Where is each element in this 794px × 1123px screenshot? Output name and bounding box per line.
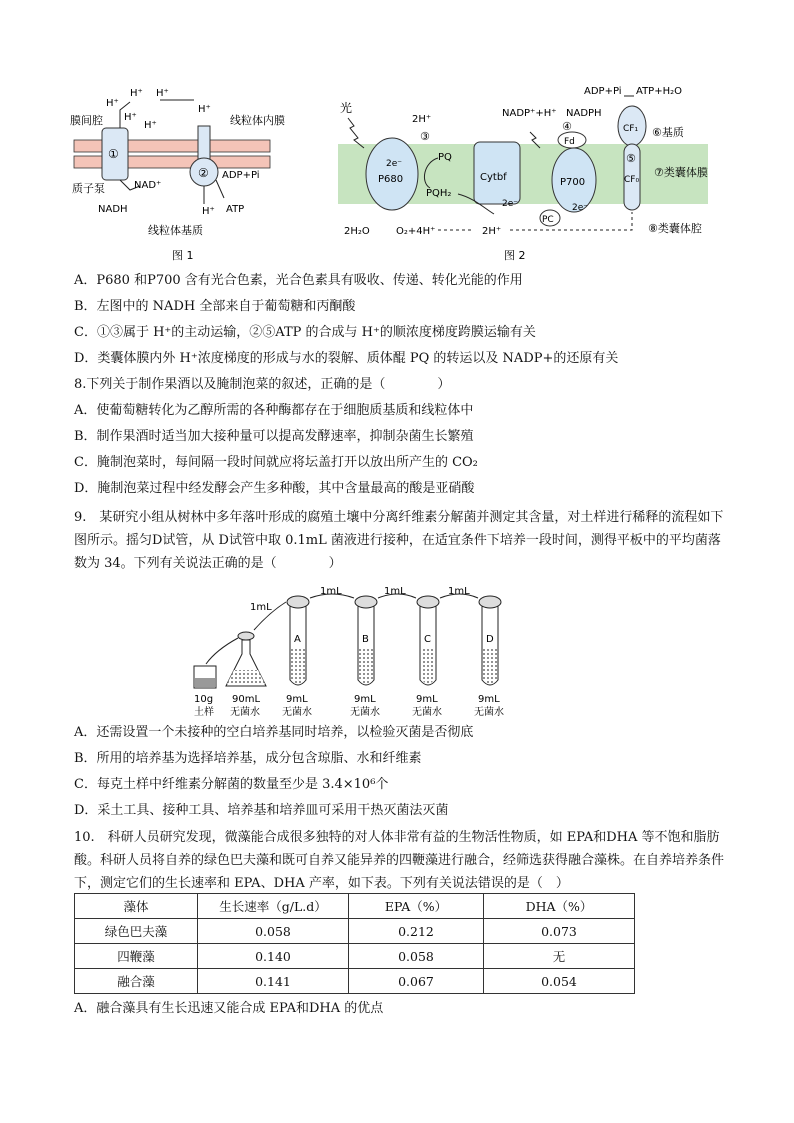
label-atp-h2o: ATP+H₂O xyxy=(636,86,682,97)
transfer-label: 1mL xyxy=(448,586,470,597)
q8-option-a: A．使葡萄糖转化为乙醇所需的各种酶都存在于细胞质基质和线粒体中 xyxy=(74,403,474,418)
transfer-label: 1mL xyxy=(384,586,406,597)
table-cell: 绿色巴夫藻 xyxy=(75,919,198,944)
q9-option-d: D．采土工具、接种工具、培养基和培养皿可采用干热灭菌法灭菌 xyxy=(74,803,449,818)
tube-letter-a: A xyxy=(294,634,301,645)
tube-letter-c: C xyxy=(424,634,431,645)
label-matrix: 线粒体基质 xyxy=(148,224,203,237)
table-cell: 0.212 xyxy=(349,919,484,944)
label-nadh: NADH xyxy=(98,204,128,215)
table-cell: 0.058 xyxy=(349,944,484,969)
label-circle-2: ② xyxy=(198,166,209,180)
q7-option-a: A．P680 和P700 含有光合色素，光合色素具有吸收、传递、转化光能的作用 xyxy=(74,273,523,288)
table-cell: 无 xyxy=(484,944,635,969)
label-adp-pi: ADP+Pi xyxy=(584,86,622,97)
tube-amount: 9mL xyxy=(354,694,376,705)
figure-caption-2: 图 2 xyxy=(504,249,526,262)
atp-synthase-stalk xyxy=(198,126,210,160)
figure-caption-1: 图 1 xyxy=(172,249,194,262)
soil-fill xyxy=(195,678,215,687)
tube-label: 无菌水 xyxy=(282,707,312,718)
label-pc: PC xyxy=(542,215,554,225)
label-circle-1: ① xyxy=(108,147,119,161)
algae-table xyxy=(74,893,635,994)
table-header-row xyxy=(75,894,635,919)
label-nad: NAD⁺ xyxy=(134,180,162,191)
q7-option-c: C．①③属于 H⁺的主动运输，②⑤ATP 的合成与 H⁺的顺浓度梯度跨膜运输有关 xyxy=(74,325,536,340)
tube-label: 无菌水 xyxy=(412,707,442,718)
tube-letter-d: D xyxy=(486,634,494,645)
table-cell: 0.067 xyxy=(349,969,484,994)
table-row xyxy=(75,969,635,994)
q10-stem: 10. 科研人员研究发现，微藻能合成很多独特的对人体非常有益的生物活性物质，如 EPA和DHA 等不饱和脂肪酸。科研人员将自养的绿色巴夫藻和既可自养又能异养的四鞭藻进行融合，经筛选获得融合藻株。在自养培养条件下，测定它们的生长速率和 EPA、DHA 产率，如下表。下列有关说法错误的是（ ） xyxy=(74,830,725,891)
table-header: 生长速率（g/L.d） xyxy=(198,894,349,919)
table-cell: 0.058 xyxy=(198,919,349,944)
flask-cap xyxy=(238,632,254,640)
label-e2: 2e⁻ xyxy=(502,199,519,209)
label-2h: 2H⁺ xyxy=(412,114,432,125)
label-p700: P700 xyxy=(560,177,586,188)
label-h: H⁺ xyxy=(198,104,211,115)
flask-amount: 90mL xyxy=(232,694,261,705)
label-nadph: NADPH xyxy=(566,108,602,119)
q9-option-a: A．还需设置一个未接种的空白培养基同时培养，以检验灭菌是否彻底 xyxy=(74,725,474,740)
table-cell: 融合藻 xyxy=(75,969,198,994)
q9-option-c: C．每克土样中纤维素分解菌的数量至少是 3.4×10⁶个 xyxy=(74,777,389,792)
tube-label: 无菌水 xyxy=(474,707,504,718)
table-header: 藻体 xyxy=(75,894,198,919)
dashed-proton-path xyxy=(438,212,632,230)
label-e2: 2e⁻ xyxy=(386,159,403,169)
label-h: H⁺ xyxy=(202,206,215,217)
label-h: H⁺ xyxy=(106,98,119,109)
label-cytbf: Cytbf xyxy=(480,172,507,183)
label-circle-4: ④ xyxy=(562,120,572,133)
q8-option-b: B．制作果酒时适当加大接种量可以提高发酵速率，抑制杂菌生长繁殖 xyxy=(74,429,474,444)
light-zigzag xyxy=(348,118,364,148)
label-proton-pump: 质子泵 xyxy=(72,182,105,195)
q7-option-b: B．左图中的 NADH 全部来自于葡萄糖和丙酮酸 xyxy=(74,299,356,314)
figure-2 xyxy=(334,82,734,262)
tube-letter-b: B xyxy=(362,634,369,645)
q8-option-c: C．腌制泡菜时，每间隔一段时间就应将坛盖打开以放出所产生的 CO₂ xyxy=(74,455,478,470)
table-cell: 0.141 xyxy=(198,969,349,994)
label-matrix: ⑥基质 xyxy=(652,126,684,139)
tube-amount: 9mL xyxy=(416,694,438,705)
table-cell: 0.140 xyxy=(198,944,349,969)
label-pq: PQ xyxy=(438,152,452,163)
label-circle-3: ③ xyxy=(420,130,430,143)
transfer-arrow xyxy=(206,638,238,664)
label-p680: P680 xyxy=(378,174,404,185)
q9-option-b: B．所用的培养基为选择培养基，成分包含琼脂、水和纤维素 xyxy=(74,751,422,766)
transfer-label: 1mL xyxy=(320,586,342,597)
label-h: H⁺ xyxy=(130,88,143,99)
label-nadp: NADP⁺+H⁺ xyxy=(502,108,557,119)
tube-amount: 9mL xyxy=(286,694,308,705)
label-cf0: CF₀ xyxy=(624,175,640,185)
label-adp-pi: ADP+Pi xyxy=(222,170,260,181)
label-2h-bottom: 2H⁺ xyxy=(482,226,502,237)
table-row xyxy=(75,919,635,944)
dilution-figure xyxy=(186,584,526,720)
q9-stem: 9. 某研究小组从树林中多年落叶形成的腐殖土壤中分离纤维素分解菌并测定其含量，对土样进行稀释的流程如下图所示。摇匀D试管，从 D试管中取 0.1mL 菌液进行接种，在适宜条件下培养一段时间，测得平板中的平均菌落数为 34。下列有关说法正确的是（ ） xyxy=(74,510,724,571)
q7-option-d: D．类囊体膜内外 H⁺浓度梯度的形成与水的裂解、质体醌 PQ 的转运以及 NADP+的还原有关 xyxy=(74,351,619,366)
tube-amount: 9mL xyxy=(478,694,500,705)
label-fd: Fd xyxy=(564,137,575,147)
figure-1 xyxy=(70,82,310,262)
label-h: H⁺ xyxy=(144,120,157,131)
label-circle-5: ⑤ xyxy=(626,152,636,165)
label-cf1: CF₁ xyxy=(623,124,639,134)
label-inner-membrane: 线粒体内膜 xyxy=(230,114,285,127)
label-pqh2: PQH₂ xyxy=(426,188,452,199)
q10-option-a: A．融合藻具有生长迅速又能合成 EPA和DHA 的优点 xyxy=(74,1001,384,1016)
label-thylakoid-membrane: ⑦类囊体膜 xyxy=(654,166,708,179)
table-cell: 四鞭藻 xyxy=(75,944,198,969)
label-h: H⁺ xyxy=(124,112,137,123)
table-header: DHA（%） xyxy=(484,894,635,919)
q8-option-d: D．腌制泡菜过程中经发酵会产生多种酸，其中含量最高的酸是亚硝酸 xyxy=(74,481,475,496)
table-header: EPA（%） xyxy=(349,894,484,919)
flask-label: 无菌水 xyxy=(230,707,260,718)
q8-stem: 8.下列关于制作果酒以及腌制泡菜的叙述，正确的是（ ） xyxy=(74,377,451,392)
soil-label: 土样 xyxy=(194,707,214,718)
table-row xyxy=(75,944,635,969)
table-cell: 0.073 xyxy=(484,919,635,944)
label-h2o: 2H₂O xyxy=(344,226,370,237)
arrow xyxy=(216,180,224,198)
label-h: H⁺ xyxy=(156,88,169,99)
table-cell: 0.054 xyxy=(484,969,635,994)
label-atp: ATP xyxy=(226,204,245,215)
label-intermembrane: 膜间腔 xyxy=(70,114,103,127)
label-lumen: ⑧类囊体腔 xyxy=(648,222,702,235)
transfer-label: 1mL xyxy=(250,602,272,613)
label-light: 光 xyxy=(340,101,353,115)
tube-label: 无菌水 xyxy=(350,707,380,718)
soil-amount: 10g xyxy=(194,694,214,705)
label-o2: O₂+4H⁺ xyxy=(396,226,436,237)
label-e2: 2e⁻ xyxy=(572,203,589,213)
